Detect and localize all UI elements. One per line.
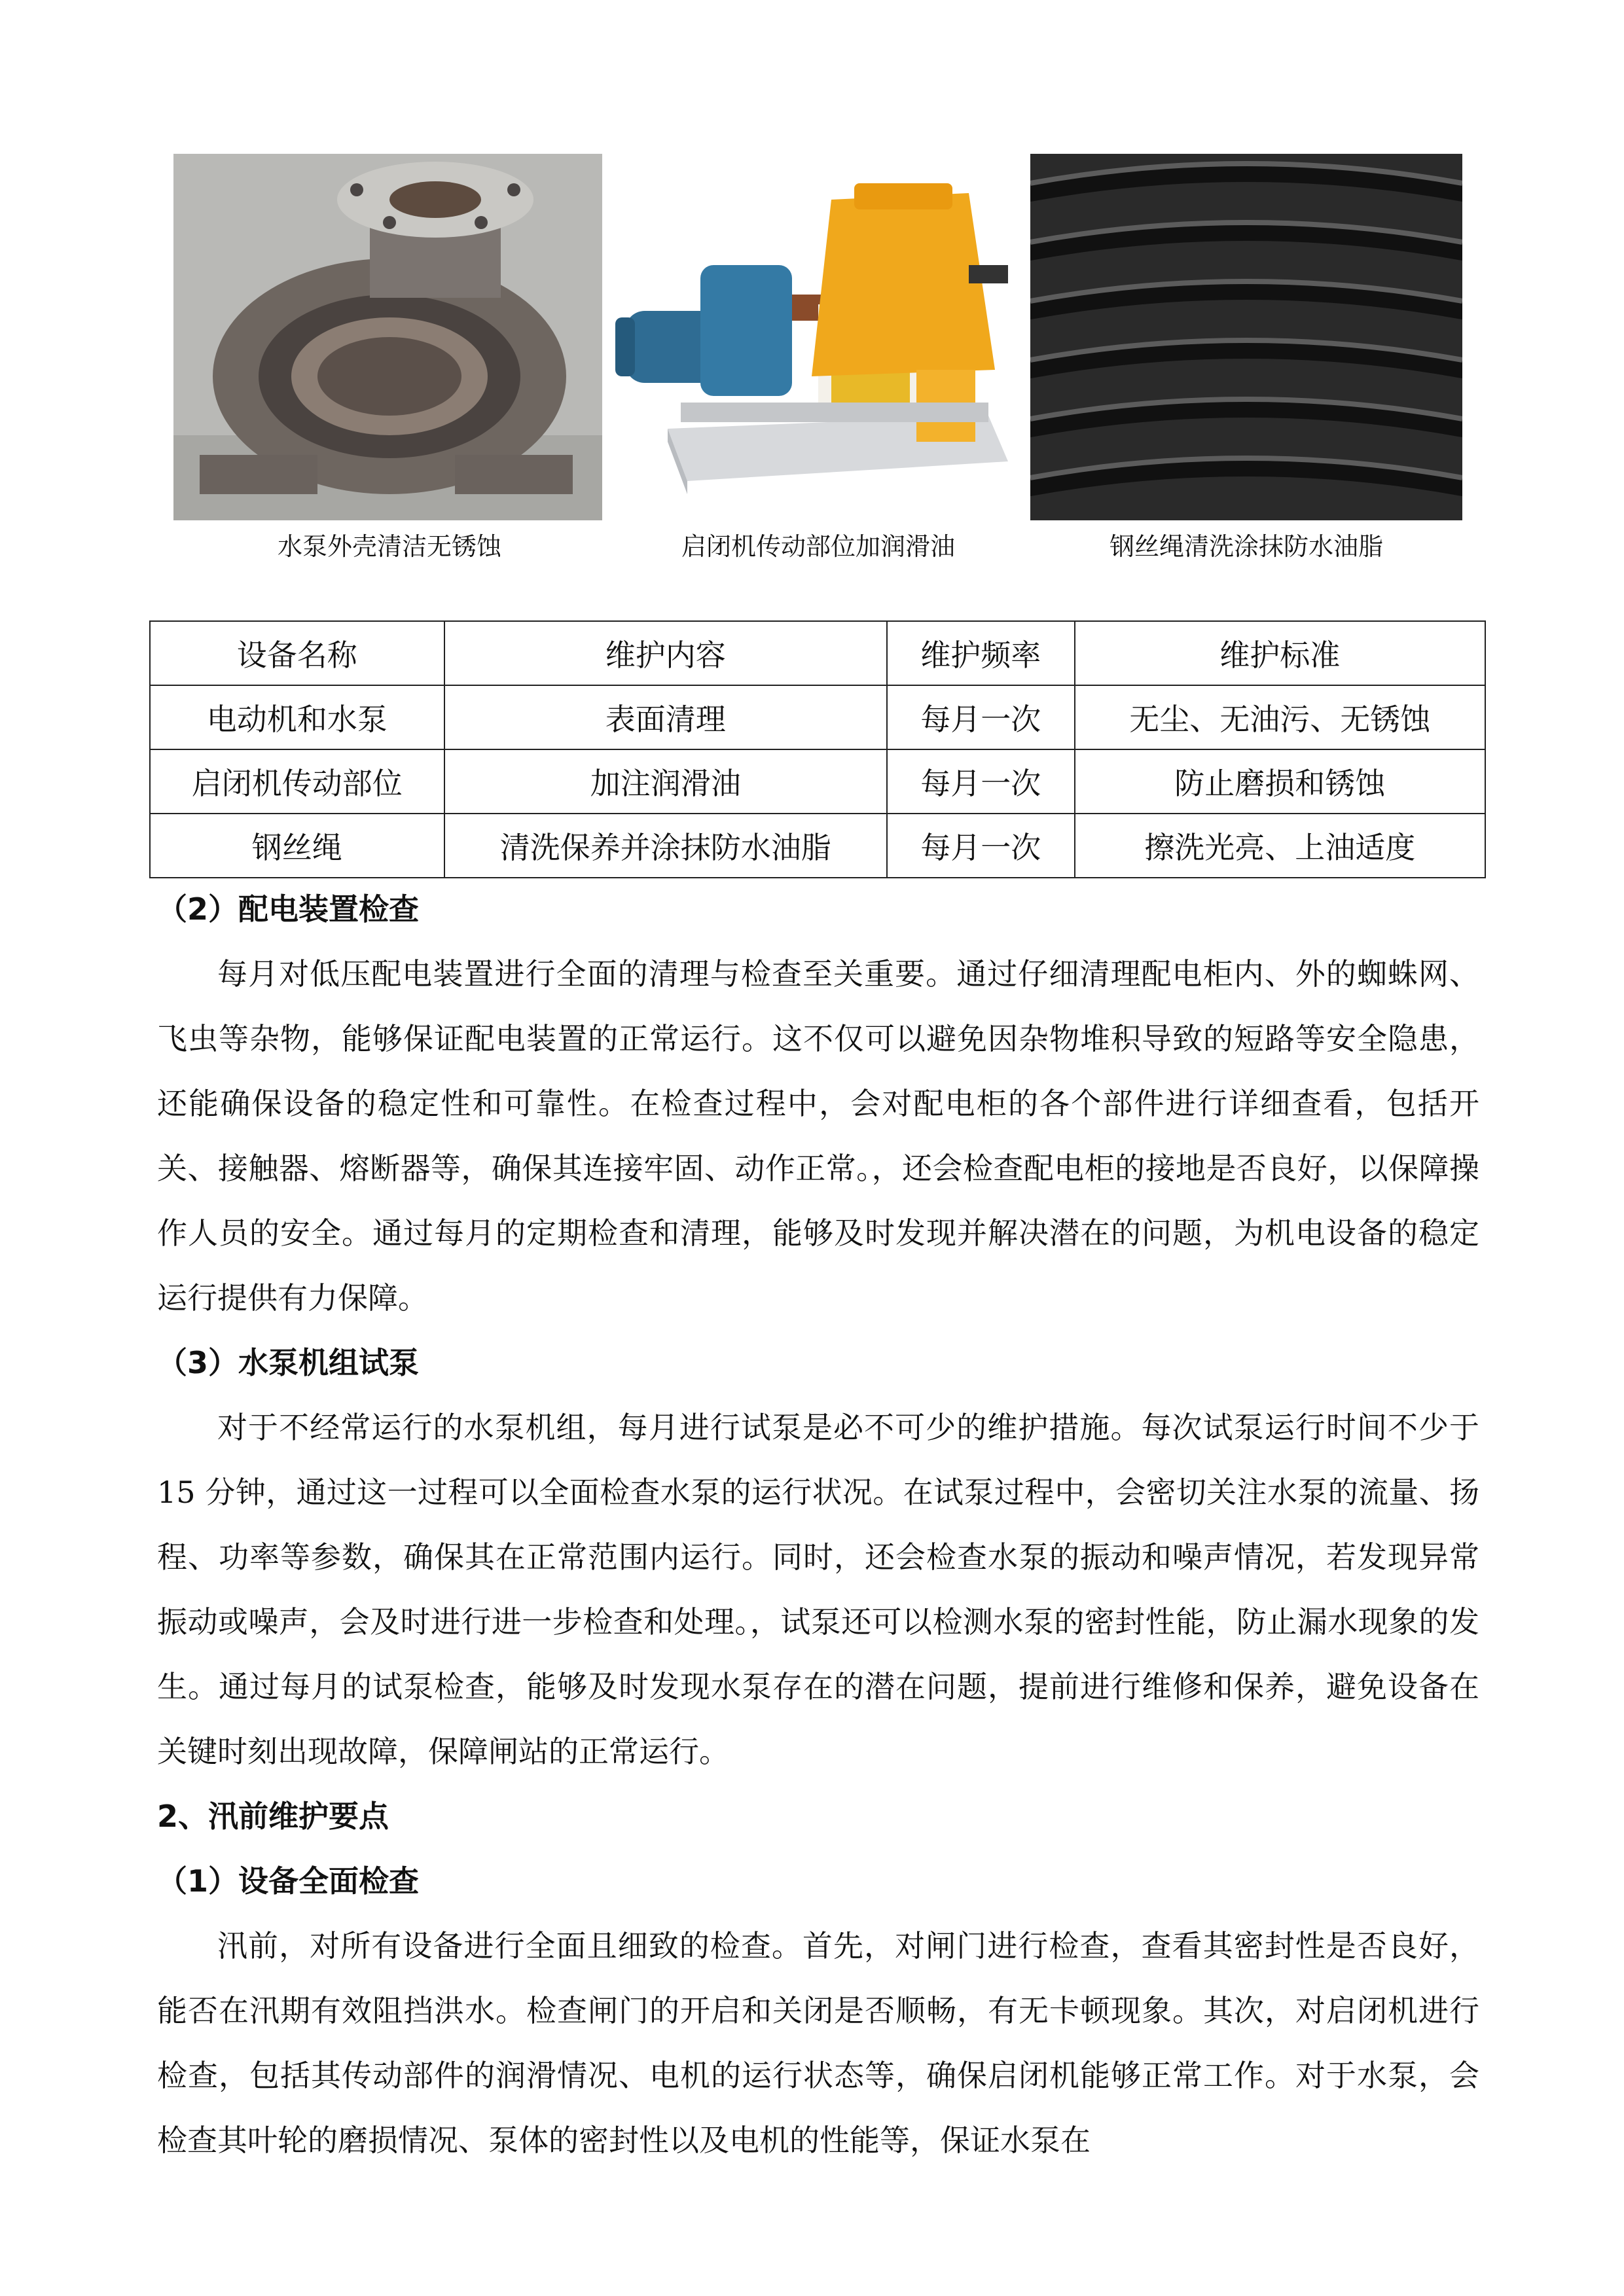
section-heading-preflood: 2、汛前维护要点 (157, 1799, 389, 1834)
table-header-cell: 设备名称 (150, 621, 444, 685)
table-cell: 每月一次 (887, 749, 1075, 814)
table-header-cell: 维护标准 (1075, 621, 1485, 685)
table-cell: 钢丝绳 (150, 814, 444, 878)
table-cell: 加注润滑油 (444, 749, 887, 814)
table-cell: 每月一次 (887, 685, 1075, 749)
table-cell: 清洗保养并涂抹防水油脂 (444, 814, 887, 878)
table-cell: 擦洗光亮、上油适度 (1075, 814, 1485, 878)
section-heading-full-inspection: （1）设备全面检查 (157, 1863, 420, 1899)
figure-caption: 水泵外壳清洁无锈蚀 (277, 532, 501, 561)
table-header-cell: 维护内容 (444, 621, 887, 685)
table-cell: 无尘、无油污、无锈蚀 (1075, 685, 1485, 749)
table-header-row (150, 621, 1485, 685)
wire-rope-photo (1030, 154, 1462, 520)
figure-hoist-drive (602, 154, 1034, 563)
table-cell: 每月一次 (887, 814, 1075, 878)
hoist-drive-photo (602, 154, 1034, 520)
document-body (157, 877, 1479, 2173)
figure-wire-rope (1030, 154, 1462, 563)
figure-pump-casing (173, 154, 605, 563)
figure-caption: 启闭机传动部位加润滑油 (681, 532, 955, 561)
section-heading-distribution: （2）配电装置检查 (157, 891, 420, 927)
table-cell: 表面清理 (444, 685, 887, 749)
table-header-cell: 维护频率 (887, 621, 1075, 685)
section-heading-pump-test: （3）水泵机组试泵 (157, 1345, 420, 1380)
table-cell: 防止磨损和锈蚀 (1075, 749, 1485, 814)
table-cell: 启闭机传动部位 (150, 749, 444, 814)
maintenance-table (149, 620, 1486, 878)
paragraph-distribution: 每月对低压配电装置进行全面的清理与检查至关重要。通过仔细清理配电柜内、外的蜘蛛网、飞虫等杂物，能够保证配电装置的正常运行。这不仅可以避免因杂物堆积导致的短路等安全隐患，还能确保设备的稳定性和可靠性。在检查过程中，会对配电柜的各个部件进行详细查看，包括开关、接触器、熔断器等，确保其连接牢固、动作正常。，还会检查配电柜的接地是否良好，以保障操作人员的安全。通过每月的定期检查和清理，能够及时发现并解决潜在的问题，为机电设备的稳定运行提供有力保障。 (157, 956, 1479, 1316)
pump-casing-photo (173, 154, 605, 520)
table-row (150, 749, 1485, 814)
table-row (150, 685, 1485, 749)
table-cell: 电动机和水泵 (150, 685, 444, 749)
paragraph-pump-test: 对于不经常运行的水泵机组，每月进行试泵是必不可少的维护措施。每次试泵运行时间不少于 15 分钟，通过这一过程可以全面检查水泵的运行状况。在试泵过程中，会密切关注水泵的流量、扬程、功率等参数，确保其在正常范围内运行。同时，还会检查水泵的振动和噪声情况，若发现异常振动或噪声，会及时进行进一步检查和处理。，试泵还可以检测水泵的密封性能，防止漏水现象的发生。通过每月的试泵检查，能够及时发现水泵存在的潜在问题，提前进行维修和保养，避免设备在关键时刻出现故障，保障闸站的正常运行。 (157, 1410, 1479, 1769)
table-row (150, 814, 1485, 878)
figure-caption: 钢丝绳清洗涂抹防水油脂 (1109, 532, 1383, 561)
paragraph-full-inspection: 汛前，对所有设备进行全面且细致的检查。首先，对闸门进行检查，查看其密封性是否良好，能否在汛期有效阻挡洪水。检查闸门的开启和关闭是否顺畅，有无卡顿现象。其次，对启闭机进行检查，包括其传动部件的润滑情况、电机的运行状态等，确保启闭机能够正常工作。对于水泵，会检查其叶轮的磨损情况、泵体的密封性以及电机的性能等，保证水泵在 (157, 1928, 1479, 2158)
